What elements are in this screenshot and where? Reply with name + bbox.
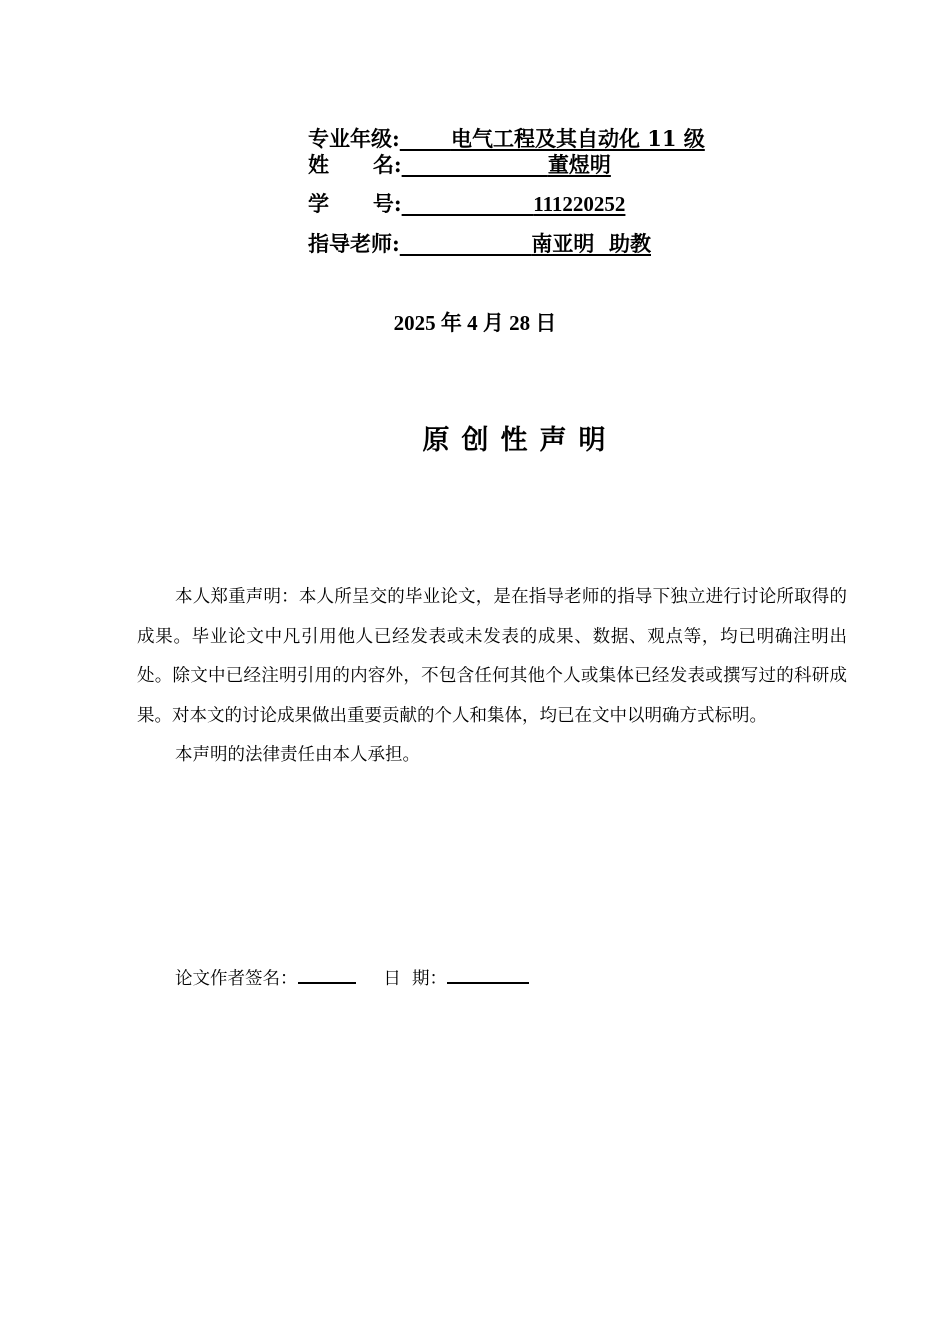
declaration-body	[137, 578, 847, 776]
declaration-paragraph: 本声明的法律责任由本人承担。	[175, 745, 420, 765]
signature-line	[175, 964, 529, 990]
signature-date-blank	[447, 964, 529, 984]
student-id-row	[308, 191, 625, 217]
student-id-label: 学 号:	[308, 191, 402, 216]
declaration-title: 原创性声明	[422, 425, 618, 456]
student-name-label: 姓 名:	[308, 152, 402, 177]
major-grade-row	[308, 126, 705, 152]
advisor-label: 指导老师:	[308, 231, 400, 256]
student-id-value: 111220252	[533, 192, 626, 216]
signature-date-label: 日 期：	[383, 969, 447, 989]
major-grade-label: 专业年级:	[308, 126, 400, 151]
student-name-value: 董煜明	[547, 152, 611, 177]
advisor-row	[308, 231, 651, 257]
declaration-paragraph: 本人郑重声明：本人所呈交的毕业论文，是在指导老师的指导下独立进行讨论所取得的成果。毕业论文中凡引用他人已经发表或未发表的成果、数据、观点等，均已明确注明出处。除文中已经注明引用的内容外，不包含任何其他个人或集体已经发表或撰写过的科研成果。对本文的讨论成果做出重要贡献的个人和集体，均已在文中以明确方式标明。	[137, 587, 847, 726]
author-signature-label: 论文作者签名：	[175, 969, 298, 989]
student-name-row	[308, 152, 611, 178]
major-grade-value: 电气工程及其自动化 11 级	[450, 126, 705, 151]
submission-date: 2025 年 4 月 28 日	[393, 311, 557, 335]
author-signature-blank	[298, 964, 356, 984]
advisor-value: 南亚明 助教	[531, 231, 651, 256]
